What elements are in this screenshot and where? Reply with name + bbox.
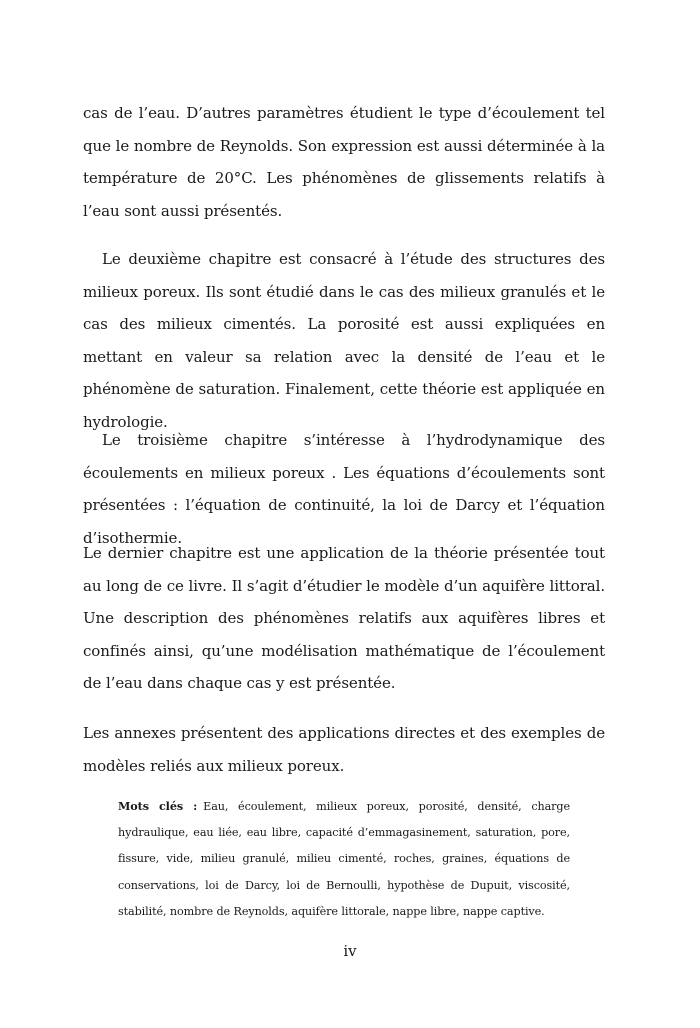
keywords-list: Eau, écoulement, milieux poreux, porosité, densité, charge hydraulique, eau liée, eau libre, capacité d’emmagasinement, saturation, pore, fissure, vide, milieu granulé, milieu cimenté, roches, graines, équations de conservations, loi de Darcy, loi de Bernoulli, hypothèse de Dupuit, viscosité, stabilité, nombre de Reynolds, aquifère littorale, nappe libre, nappe captive. bbox=[118, 800, 570, 918]
paragraph-water-parameters: cas de l’eau. D’autres paramètres étudient le type d’écoulement tel que le nombre de Reynolds. Son expression est aussi déterminée à la température de 20°C. Les phénomènes de glissements relatifs à l’eau sont aussi présentés. bbox=[83, 104, 605, 220]
page-number: iv bbox=[343, 942, 357, 960]
paragraph-chapter-two: Le deuxième chapitre est consacré à l’étude des structures des milieux poreux. Ils sont étudié dans le cas des milieux granulés et le cas des milieux cimentés. La porosité est aussi expliquées en mettant en valeur sa relation avec la densité de l’eau et le phénomène de saturation. Finalement, cette théorie est appliquée en hydrologie. bbox=[83, 250, 605, 431]
keywords-label: Mots clés : bbox=[118, 799, 198, 813]
paragraph-annexes: Les annexes présentent des applications directes et des exemples de modèles reliés aux milieux poreux. bbox=[83, 724, 605, 775]
paragraph-chapter-three: Le troisième chapitre s’intéresse à l’hydrodynamique des écoulements en milieux poreux . Les équations d’écoulements sont présentées : l’équation de continuité, la loi de Darcy et l’équation d’isothermie. bbox=[83, 431, 605, 547]
keywords-block bbox=[118, 793, 570, 925]
paragraph-last-chapter: Le dernier chapitre est une application de la théorie présentée tout au long de ce livre. Il s’agit d’étudier le modèle d’un aquifère littoral. Une description des phénomènes relatifs aux aquifères libres et confinés ainsi, qu’une modélisation mathématique de l’écoulement de l’eau dans chaque cas y est présentée. bbox=[83, 544, 605, 692]
